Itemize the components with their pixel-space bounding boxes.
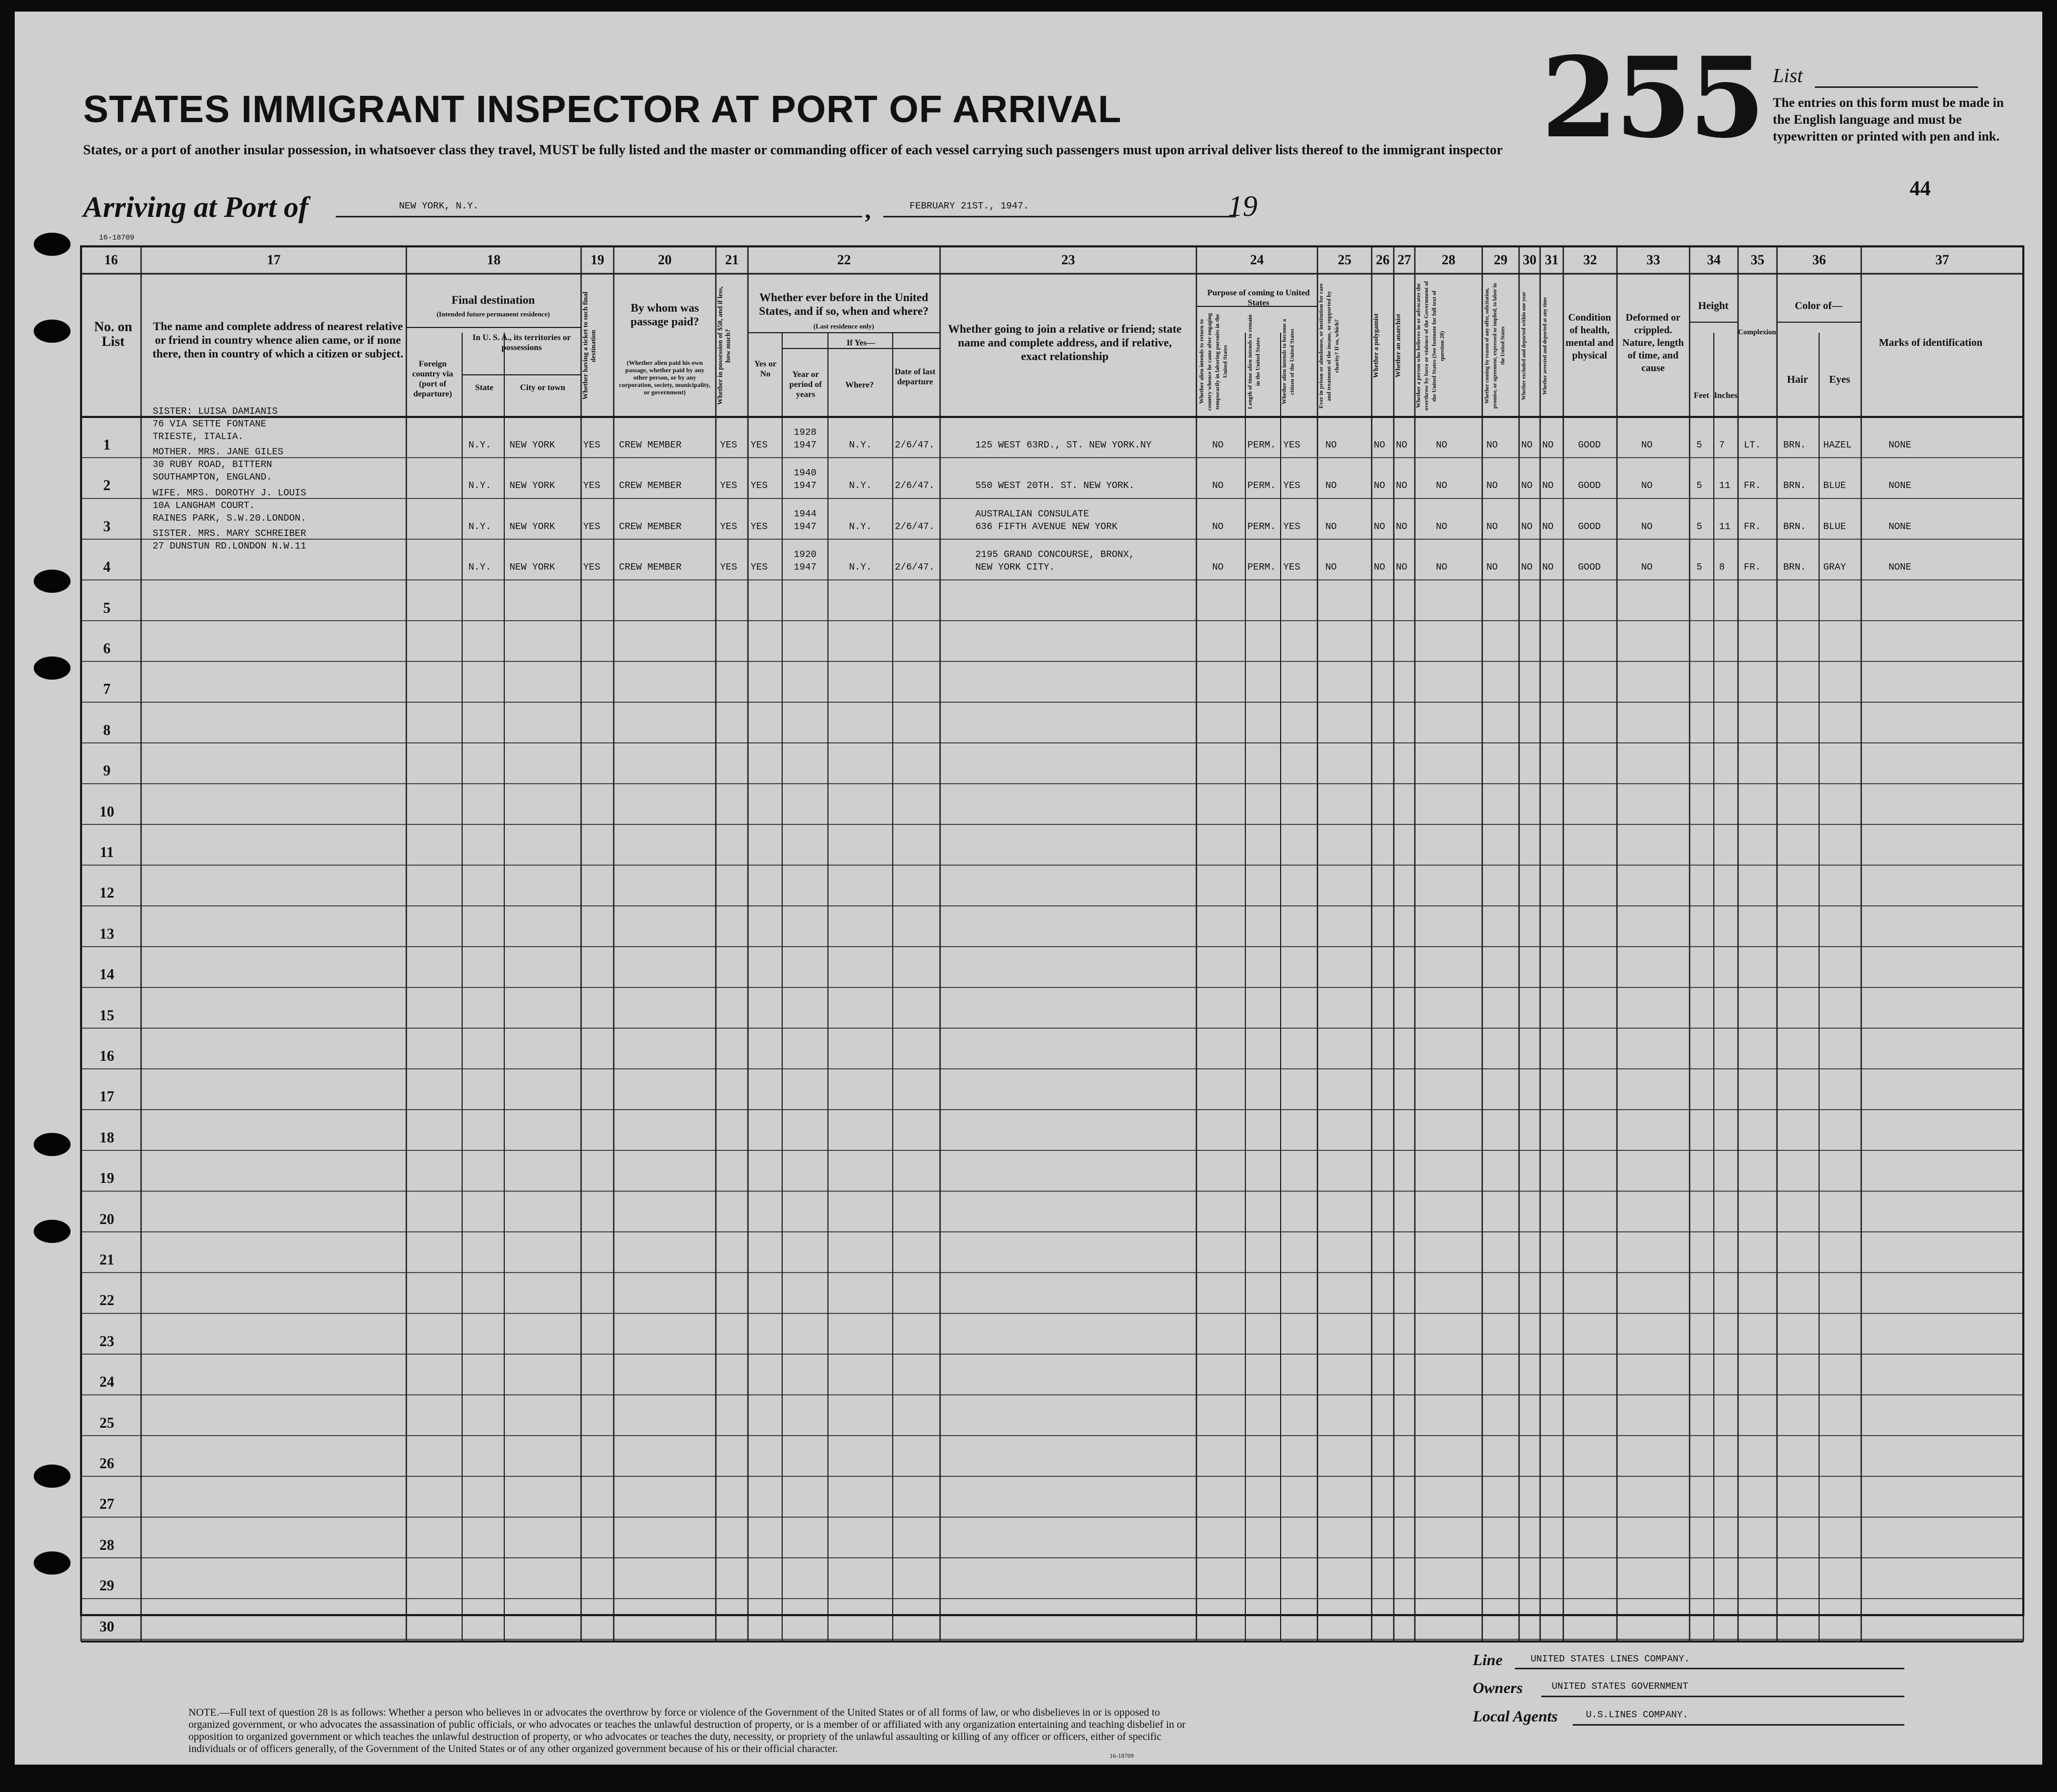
header-year-period: Year or period of years [789, 370, 822, 399]
state-cell: N.Y. [468, 481, 492, 492]
anarchist-cell: NO [1396, 521, 1407, 532]
header-deformed: Deformed or crippled. Nature, length of time, and cause [1622, 312, 1684, 374]
header-where: Where? [845, 381, 874, 390]
years-cell: 1947 [794, 521, 817, 532]
polygamist-cell: NO [1374, 562, 1385, 573]
relative-address-line: 30 RUBY ROAD, BITTERN [153, 460, 272, 471]
state-cell: N.Y. [468, 521, 492, 532]
polygamist-cell: NO [1374, 521, 1385, 532]
punch-hole [34, 1133, 71, 1156]
state-cell: N.Y. [468, 562, 492, 573]
row-number: 10 [99, 803, 114, 820]
paid-by-cell: CREW MEMBER [619, 562, 682, 573]
column-number: 32 [1583, 252, 1597, 267]
header-polygamist: Whether a polygamist [1372, 313, 1380, 379]
header-final-destination: Final destination [451, 293, 535, 306]
row-number: 9 [103, 763, 111, 780]
hair-cell: BRN. [1783, 521, 1806, 532]
form-code: 16-18709 [99, 234, 135, 242]
header-city: City or town [520, 383, 565, 392]
form-subtitle: States, or a port of another insular possession, in whatsoever class they travel, MUST be fully listed and the master or commanding officer of each vessel carrying such passengers must upon arrival deliver lists thereof to the immigrant inspector [83, 142, 1503, 157]
header-prison: Ever in prison or almshouse, or institution for care and treatment of the insane, or supported by charity? If so, which? [1318, 283, 1340, 409]
joining-address-line: 125 WEST 63RD., ST. NEW YORK.NY [975, 440, 1152, 451]
ticket-cell: YES [583, 562, 601, 573]
fifty-dollars-cell: YES [720, 440, 737, 451]
q29-cell: NO [1486, 481, 1498, 492]
header-relative: The name and complete address of nearest relative or friend in country whence alien came, or if none there, then in country of which a citizen or subject. [152, 320, 404, 360]
complexion-cell: FR. [1744, 521, 1761, 532]
table-grid [15, 12, 2042, 1765]
local-agents-label: Local Agents [1473, 1708, 1558, 1725]
marks-cell: NONE [1889, 521, 1912, 532]
date-value: FEBRUARY 21ST., 1947. [910, 201, 1029, 212]
polygamist-cell: NO [1374, 440, 1385, 451]
column-number: 31 [1545, 252, 1559, 267]
where-cell: N.Y. [849, 481, 872, 492]
footnote-question-28: NOTE.—Full text of question 28 is as follows: Whether a person who believes in or advocates the overthrow by force or violence of the Government of the United States or of all forms of law, or who disbelieves in or is opposed to organized government, or who advocates the assassination of public officials, or who advocates or teaches the unlawful destruction of property, or is a member of or affiliated with any organization entertaining and teaching disbelief in or opposition to organized government or which teaches the unlawful destruction of property, or who advocates or teaches the duty, necessity, or propriety of the unlawful assaulting or killing of any officer or officers, either of specific individuals or of officers generally, of the Government of the United States or of any other organized government because of his or their official character. [188, 1707, 1186, 1755]
row-number: 13 [99, 925, 114, 942]
inches-cell: 11 [1719, 481, 1731, 492]
q31-cell: NO [1542, 440, 1554, 451]
health-cell: GOOD [1578, 521, 1601, 532]
relative-address-line: RAINES PARK, S.W.20.LONDON. [153, 513, 306, 524]
list-label: List [1773, 65, 1803, 87]
departure-date-cell: 2/6/47. [895, 562, 935, 573]
relative-address-line: MOTHER. MRS. JANE GILES [153, 447, 284, 458]
marks-cell: NONE [1889, 562, 1912, 573]
length-stay-cell: PERM. [1247, 440, 1276, 451]
joining-address-line: 550 WEST 20TH. ST. NEW YORK. [975, 481, 1135, 492]
footer-form-code: 16-18709 [1110, 1752, 1134, 1759]
polygamist-cell: NO [1374, 481, 1385, 492]
header-citizen: Whether alien intends to become a citizen of the United States [1281, 318, 1295, 405]
paid-by-cell: CREW MEMBER [619, 440, 682, 451]
inches-cell: 11 [1719, 521, 1731, 532]
deformed-cell: NO [1641, 440, 1653, 451]
column-number: 37 [1935, 252, 1949, 267]
row-number: 19 [99, 1170, 114, 1187]
column-number: 21 [725, 252, 739, 267]
column-number: 18 [487, 252, 501, 267]
row-number: 18 [99, 1129, 114, 1146]
row-number: 29 [99, 1578, 114, 1595]
line-value: UNITED STATES LINES COMPANY. [1531, 1654, 1690, 1665]
header-yes-no: Yes or No [754, 360, 777, 379]
ever-before-cell: YES [751, 440, 768, 451]
row-number: 22 [99, 1292, 114, 1309]
q29-cell: NO [1486, 440, 1498, 451]
relative-address-line: SISTER: LUISA DAMIANIS [153, 406, 278, 417]
feet-cell: 5 [1696, 481, 1702, 492]
q28-cell: NO [1436, 440, 1447, 451]
prison-cell: NO [1325, 481, 1337, 492]
agents-value: U.S.LINES COMPANY. [1586, 1710, 1689, 1720]
row-number: 15 [99, 1007, 114, 1024]
ticket-cell: YES [583, 440, 601, 451]
citizen-cell: YES [1283, 562, 1301, 573]
header-fifty-dollars: Whether in possession of $50, and if less, how much? [716, 286, 732, 405]
row-number: 1 [103, 437, 111, 453]
punch-hole [34, 1220, 71, 1243]
length-stay-cell: PERM. [1247, 562, 1276, 573]
citizen-cell: YES [1283, 481, 1301, 492]
joining-address-line: 2195 GRAND CONCOURSE, BRONX, [975, 550, 1135, 561]
row-number: 8 [103, 722, 111, 739]
owners-label: Owners [1473, 1679, 1523, 1697]
header-in-usa: In U. S. A., its territories or possessions [472, 333, 571, 352]
punch-hole [34, 233, 71, 256]
departure-date-cell: 2/6/47. [895, 440, 935, 451]
fifty-dollars-cell: YES [720, 562, 737, 573]
header-return: Whether alien intends to return to country whence he came after engaging temporarily in laboring pursuits in the United States [1199, 313, 1229, 411]
header-q30: Whether excluded and deported within one year [1521, 292, 1527, 400]
row-number: 6 [103, 641, 111, 657]
years-cell: 1940 [794, 468, 817, 479]
return-cell: NO [1212, 440, 1224, 451]
return-cell: NO [1212, 521, 1224, 532]
complexion-cell: LT. [1744, 440, 1761, 451]
fifty-dollars-cell: YES [720, 481, 737, 492]
anarchist-cell: NO [1396, 481, 1407, 492]
q30-cell: NO [1521, 521, 1533, 532]
row-number: 5 [103, 600, 111, 616]
column-number: 30 [1523, 252, 1536, 267]
health-cell: GOOD [1578, 562, 1601, 573]
q31-cell: NO [1542, 481, 1554, 492]
row-number: 14 [99, 967, 114, 983]
ever-before-cell: YES [751, 562, 768, 573]
health-cell: GOOD [1578, 481, 1601, 492]
relative-address-line: SOUTHAMPTON, ENGLAND. [153, 472, 272, 483]
year-prefix: 19 [1228, 190, 1257, 223]
header-no-on-list: No. on List [94, 319, 133, 349]
column-number: 34 [1707, 252, 1721, 267]
row-number: 3 [103, 518, 111, 535]
header-ever-before-note: (Last residence only) [813, 322, 874, 330]
state-cell: N.Y. [468, 440, 492, 451]
city-cell: NEW YORK [510, 440, 555, 451]
inches-cell: 7 [1719, 440, 1725, 451]
line-label: Line [1473, 1651, 1503, 1669]
inches-cell: 8 [1719, 562, 1725, 573]
eyes-cell: HAZEL [1823, 440, 1852, 451]
q28-cell: NO [1436, 521, 1447, 532]
column-number: 29 [1494, 252, 1507, 267]
column-number: 22 [837, 252, 851, 267]
row-number: 27 [99, 1496, 114, 1513]
eyes-cell: BLUE [1823, 521, 1846, 532]
header-passage-paid: By whom was passage paid? [630, 301, 700, 328]
row-number: 12 [99, 885, 114, 902]
column-number: 23 [1061, 252, 1075, 267]
ticket-cell: YES [583, 481, 601, 492]
row-number: 4 [103, 559, 111, 576]
column-number: 36 [1812, 252, 1826, 267]
header-ticket: Whether having a ticket to such final destination [581, 292, 597, 400]
marks-cell: NONE [1889, 440, 1912, 451]
departure-date-cell: 2/6/47. [895, 481, 935, 492]
punch-hole [34, 1551, 71, 1575]
relative-address-line: TRIESTE, ITALIA. [153, 432, 244, 442]
hair-cell: BRN. [1783, 440, 1806, 451]
row-number: 17 [99, 1089, 114, 1106]
complexion-cell: FR. [1744, 562, 1761, 573]
row-number: 26 [99, 1456, 114, 1472]
citizen-cell: YES [1283, 521, 1301, 532]
length-stay-cell: PERM. [1247, 521, 1276, 532]
row-number: 16 [99, 1048, 114, 1064]
header-joining: Whether going to join a relative or friend; state name and complete address, and if relative, exact relationship [948, 322, 1182, 363]
q31-cell: NO [1542, 521, 1554, 532]
prison-cell: NO [1325, 562, 1337, 573]
marks-cell: NONE [1889, 481, 1912, 492]
q30-cell: NO [1521, 562, 1533, 573]
header-inches: Inches [1714, 391, 1738, 400]
header-purpose: Purpose of coming to United States [1207, 288, 1310, 307]
years-cell: 1947 [794, 440, 817, 451]
years-cell: 1947 [794, 562, 817, 573]
deformed-cell: NO [1641, 521, 1653, 532]
relative-address-line: SISTER. MRS. MARY SCHREIBER [153, 529, 306, 540]
city-cell: NEW YORK [510, 521, 555, 532]
anarchist-cell: NO [1396, 440, 1407, 451]
city-cell: NEW YORK [510, 481, 555, 492]
line-underline [1515, 1668, 1904, 1669]
row-number: 30 [99, 1618, 114, 1635]
column-number: 27 [1397, 252, 1411, 267]
years-cell: 1944 [794, 509, 817, 520]
feet-cell: 5 [1696, 440, 1702, 451]
joining-address-line: AUSTRALIAN CONSULATE [975, 509, 1090, 520]
column-number: 16 [104, 252, 118, 267]
q31-cell: NO [1542, 562, 1554, 573]
header-q31: Whether arrested and deported at any time [1542, 297, 1548, 395]
hair-cell: BRN. [1783, 562, 1806, 573]
column-number: 33 [1646, 252, 1660, 267]
citizen-cell: YES [1283, 440, 1301, 451]
row-number: 21 [99, 1252, 114, 1268]
q30-cell: NO [1521, 481, 1533, 492]
agents-underline [1573, 1724, 1904, 1726]
column-number: 20 [658, 252, 672, 267]
ever-before-cell: YES [751, 521, 768, 532]
row-number: 20 [99, 1211, 114, 1228]
ever-before-cell: YES [751, 481, 768, 492]
relative-address-line: WIFE. MRS. DOROTHY J. LOUIS [153, 487, 306, 499]
header-q28: Whether a person who believes in or advocates the overthrow by force or violence of the Government of the United States (See footnote for full text of question 28) [1415, 281, 1445, 411]
punch-hole [34, 656, 71, 680]
q29-cell: NO [1486, 521, 1498, 532]
header-if-yes: If Yes— [846, 339, 875, 347]
header-final-destination-note: (Intended future permanent residence) [436, 310, 550, 318]
return-cell: NO [1212, 481, 1224, 492]
row-number: 25 [99, 1415, 114, 1431]
header-eyes: Eyes [1829, 374, 1850, 385]
punch-hole [34, 320, 71, 343]
q30-cell: NO [1521, 440, 1533, 451]
header-hair: Hair [1787, 374, 1808, 385]
header-foreign-country: Foreign country via (port of departure) [412, 360, 453, 399]
row-number: 23 [99, 1333, 114, 1350]
city-cell: NEW YORK [510, 562, 555, 573]
paid-by-cell: CREW MEMBER [619, 481, 682, 492]
header-feet: Feet [1693, 391, 1710, 400]
ticket-cell: YES [583, 521, 601, 532]
header-date-departure: Date of last departure [894, 367, 936, 386]
joining-address-line: NEW YORK CITY. [975, 562, 1055, 573]
anarchist-cell: NO [1396, 562, 1407, 573]
row-number: 7 [103, 681, 111, 698]
owners-value: UNITED STATES GOVERNMENT [1552, 1681, 1689, 1692]
feet-cell: 5 [1696, 562, 1702, 573]
health-cell: GOOD [1578, 440, 1601, 451]
punch-hole [34, 1465, 71, 1488]
length-stay-cell: PERM. [1247, 481, 1276, 492]
where-cell: N.Y. [849, 562, 872, 573]
list-number: 255 [1541, 33, 1763, 163]
complexion-cell: FR. [1744, 481, 1761, 492]
column-number: 25 [1337, 252, 1352, 267]
header-complexion: Complexion [1738, 328, 1776, 336]
relative-address-line: 27 DUNSTUN RD.LONDON N.W.11 [153, 541, 306, 552]
q28-cell: NO [1436, 481, 1447, 492]
punch-hole [34, 570, 71, 593]
row-number: 28 [99, 1537, 114, 1554]
departure-date-cell: 2/6/47. [895, 521, 935, 532]
port-value: NEW YORK, N.Y. [399, 201, 479, 212]
manifest-sheet [15, 12, 2042, 1765]
years-cell: 1928 [794, 427, 817, 438]
relative-address-line: 76 VIA SETTE FONTANE [153, 419, 267, 430]
years-cell: 1920 [794, 550, 817, 561]
return-cell: NO [1212, 562, 1224, 573]
eyes-cell: BLUE [1823, 481, 1846, 492]
column-number: 35 [1751, 252, 1764, 267]
hair-cell: BRN. [1783, 481, 1806, 492]
column-number: 28 [1442, 252, 1455, 267]
header-ever-before: Whether ever before in the United States, and if so, when and where? [758, 291, 929, 317]
where-cell: N.Y. [849, 440, 872, 451]
paid-by-cell: CREW MEMBER [619, 521, 682, 532]
column-number: 17 [267, 252, 281, 267]
header-color-of: Color of— [1794, 300, 1843, 312]
header-passage-paid-note: (Whether alien paid his own passage, whether paid by any other person, or by any corporation, society, municipality, or government) [619, 359, 711, 396]
column-number: 24 [1250, 252, 1264, 267]
prison-cell: NO [1325, 521, 1337, 532]
owners-underline [1541, 1696, 1904, 1697]
relative-address-line: 10A LANGHAM COURT. [153, 500, 255, 511]
header-marks: Marks of identification [1879, 337, 1983, 349]
header-state: State [475, 383, 494, 392]
form-title: STATES IMMIGRANT INSPECTOR AT PORT OF ARRIVAL [83, 88, 1122, 131]
prison-cell: NO [1325, 440, 1337, 451]
arriving-label: Arriving at Port of [83, 191, 308, 224]
feet-cell: 5 [1696, 521, 1702, 532]
header-anarchist: Whether an anarchist [1394, 314, 1402, 378]
deformed-cell: NO [1641, 481, 1653, 492]
fifty-dollars-cell: YES [720, 521, 737, 532]
q28-cell: NO [1436, 562, 1447, 573]
header-height: Height [1698, 300, 1729, 312]
header-q29: Whether coming by reason of any offer, solicitation, promise, or agreement, expressed or implied, to labor in the United States [1484, 283, 1506, 409]
row-number: 2 [103, 477, 111, 494]
form-instructions: The entries on this form must be made in the English language and must be typewritten or printed with pen and ink. [1773, 96, 2004, 144]
years-cell: 1947 [794, 481, 817, 492]
sheet-number: 44 [1910, 176, 1931, 200]
comma: , [865, 196, 871, 223]
joining-address-line: 636 FIFTH AVENUE NEW YORK [975, 521, 1118, 532]
row-number: 24 [99, 1374, 114, 1391]
column-number: 26 [1376, 252, 1390, 267]
where-cell: N.Y. [849, 521, 872, 532]
eyes-cell: GRAY [1823, 562, 1846, 573]
q29-cell: NO [1486, 562, 1498, 573]
row-number: 11 [99, 844, 114, 861]
deformed-cell: NO [1641, 562, 1653, 573]
column-number: 19 [591, 252, 604, 267]
header-health: Condition of health, mental and physical [1565, 312, 1614, 361]
header-length: Length of time alien intends to remain in the United States [1247, 314, 1261, 409]
